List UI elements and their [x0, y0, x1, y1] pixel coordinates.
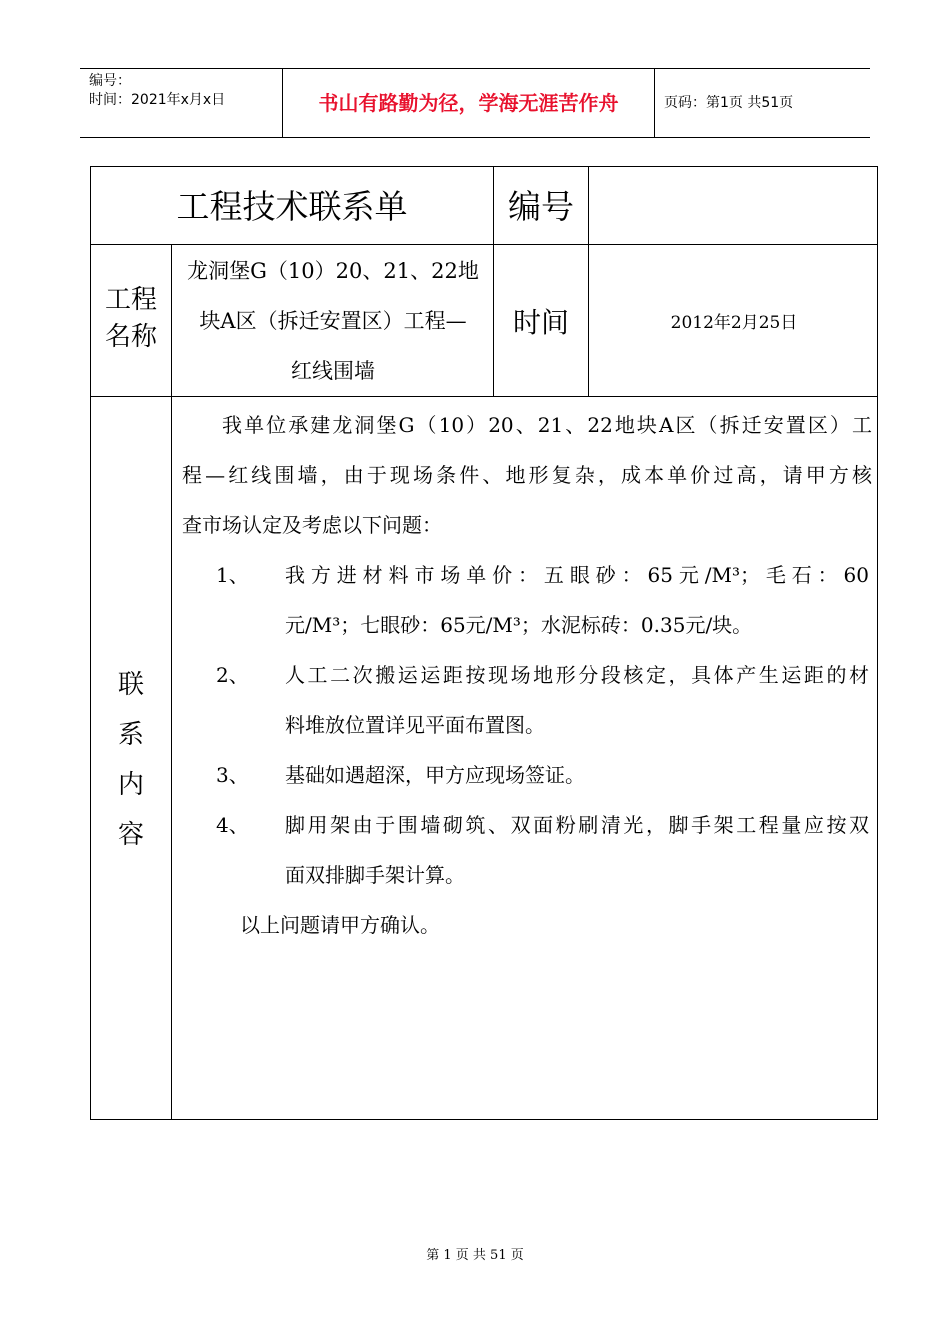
header-number-label: 编号： — [89, 73, 131, 89]
project-name-label — [91, 246, 171, 396]
number-label: 编号 — [508, 187, 574, 226]
form-title: 工程技术联系单 — [176, 187, 408, 226]
intro-line: 程—红线围墙，由于现场条件、地形复杂，成本单价过高，请甲方核 — [182, 463, 872, 487]
contact-content-label — [91, 398, 171, 1120]
item-text-line: 面双排脚手架计算。 — [285, 863, 465, 887]
header-meta — [80, 69, 283, 137]
content-label-char: 联 — [117, 670, 144, 700]
page-header — [80, 68, 870, 138]
page-footer: 第 1 页 共 51 页 — [426, 1248, 524, 1263]
item-text-line: 人工二次搬运运距按现场地形分段核定，具体产生运距的材 — [285, 663, 869, 687]
project-label-line-2: 名称 — [104, 322, 157, 352]
closing-line: 以上问题请甲方确认。 — [240, 913, 440, 937]
project-name-line: 块A区（拆迁安置区）工程— — [199, 309, 467, 333]
content-label-char: 内 — [117, 770, 144, 800]
project-label-line-1: 工程 — [104, 285, 157, 315]
item-text-line: 脚用架由于围墙砌筑、双面粉刷清光，脚手架工程量应按双 — [285, 813, 869, 837]
number-value — [589, 167, 877, 244]
item-text-line: 料堆放位置详见平面布置图。 — [285, 713, 545, 737]
row-divider-2 — [91, 396, 877, 397]
content-label-char: 容 — [117, 820, 144, 850]
row-divider-1 — [91, 244, 877, 245]
col-divider-left — [171, 244, 172, 1119]
project-name-line: 龙洞堡G（10）20、21、22地 — [187, 259, 479, 283]
intro-line: 我单位承建龙洞堡G（10）20、21、22地块A区（拆迁安置区）工 — [222, 413, 872, 437]
header-page-info: 页码：第1页 共51页 — [664, 95, 794, 111]
header-time-label: 时间：2021年x月x日 — [89, 92, 226, 108]
item-number: 1、 — [216, 563, 249, 587]
time-value: 2012年2月25日 — [670, 313, 798, 333]
item-text-line: 基础如遇超深，甲方应现场签证。 — [285, 763, 585, 787]
item-number: 4、 — [216, 813, 249, 837]
item-number: 2、 — [216, 663, 249, 687]
intro-line: 查市场认定及考虑以下问题： — [182, 513, 442, 537]
time-label: 时间 — [512, 306, 569, 339]
item-text-line: 我方进材料市场单价：五眼砂：65元/M³；毛石：60 — [285, 563, 869, 587]
project-name-value — [173, 246, 493, 396]
item-number: 3、 — [216, 763, 249, 787]
content-label-char: 系 — [117, 720, 144, 750]
header-motto: 书山有路勤为径，学海无涯苦作舟 — [283, 69, 655, 137]
technical-contact-form — [90, 166, 878, 1120]
item-text-line: 元/M³；七眼砂：65元/M³；水泥标砖：0.35元/块。 — [285, 613, 753, 637]
project-name-line: 红线围墙 — [291, 359, 375, 383]
